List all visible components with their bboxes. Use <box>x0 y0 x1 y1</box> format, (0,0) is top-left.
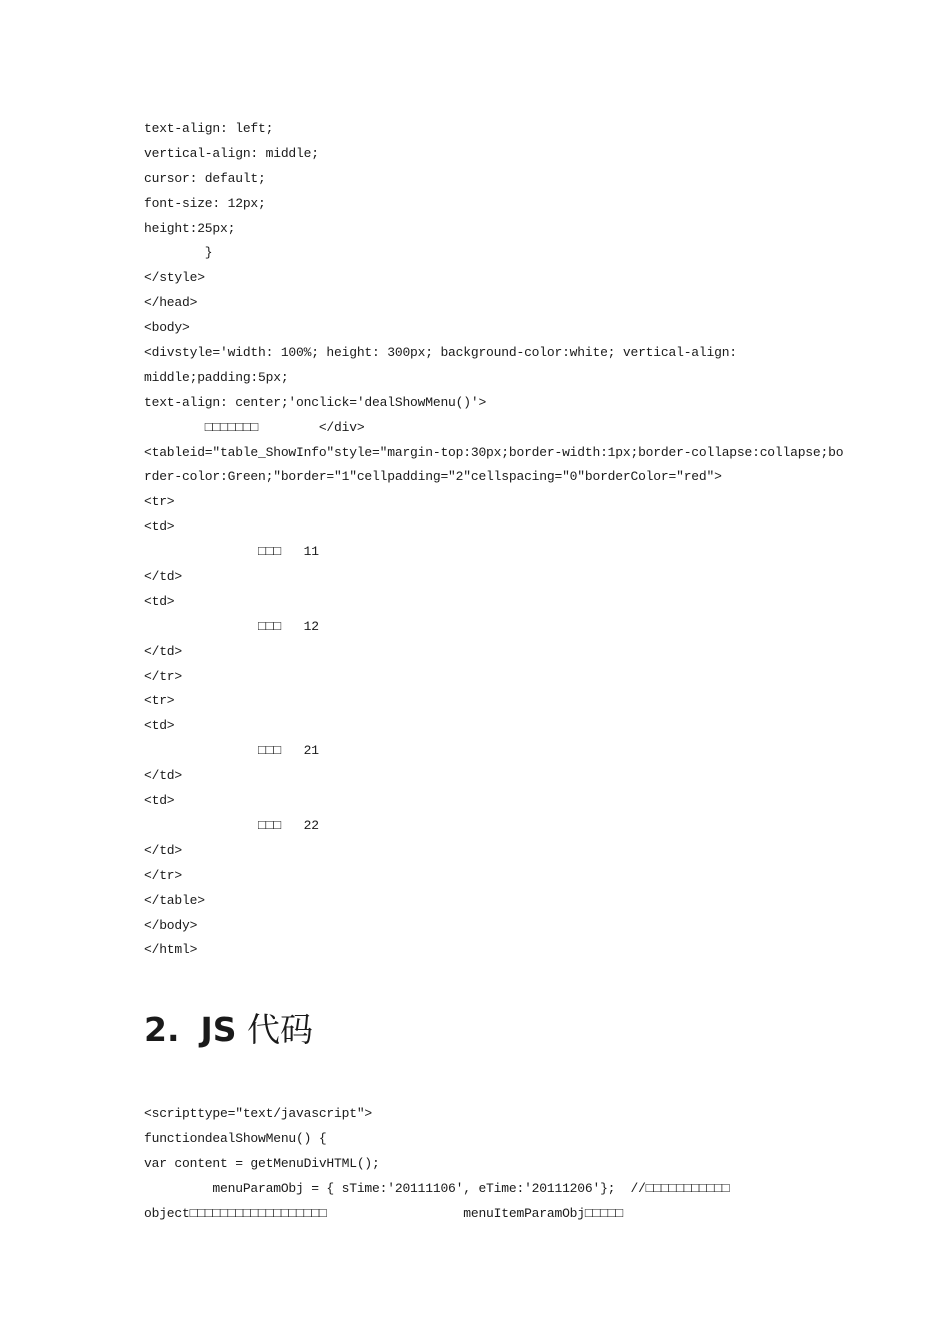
code-line: </td> <box>144 643 183 659</box>
code-line: </body> <box>144 917 198 933</box>
code-line: □□□ 22 <box>144 817 319 833</box>
code-line: var content = getMenuDivHTML(); <box>144 1155 380 1171</box>
code-line: rder-color:Green;"border="1"cellpadding="2"cellspacing="0"borderColor="red"> <box>144 469 722 485</box>
code-line: </tr> <box>144 668 183 684</box>
code-line: <td> <box>144 519 175 535</box>
code-line: menuParamObj = { sTime:'20111106', eTime:'20111206'}; //□□□□□□□□□□□ <box>144 1180 730 1196</box>
code-line: <tableid="table_ShowInfo"style="margin-top:30px;border-width:1px;border-collapse:collapse;bo <box>144 444 844 460</box>
code-line: text-align: left; <box>144 121 274 136</box>
heading-js: JS <box>200 1010 237 1049</box>
code-line: middle;padding:5px; <box>144 369 289 385</box>
code-line: object□□□□□□□□□□□□□□□□□□ menuItemParamObj□□□□□ <box>144 1205 623 1221</box>
code-line: □□□ 12 <box>144 618 319 634</box>
code-line: </td> <box>144 768 183 784</box>
code-line: cursor: default; <box>144 170 266 186</box>
code-line: </head> <box>144 295 198 311</box>
code-line: <td> <box>144 718 175 734</box>
code-line: <tr> <box>144 693 175 709</box>
code-line: <body> <box>144 320 190 336</box>
code-line: □□□ 21 <box>144 743 319 759</box>
code-line: height:25px; <box>144 220 236 236</box>
code-line: </tr> <box>144 867 183 883</box>
html-code-block <box>144 117 844 963</box>
code-line: <td> <box>144 793 175 809</box>
code-line: </td> <box>144 569 183 585</box>
heading-chinese: 代码 <box>247 1010 314 1049</box>
code-line: </html> <box>144 942 198 958</box>
code-line: </style> <box>144 270 205 286</box>
code-line: <td> <box>144 593 175 609</box>
code-line: <tr> <box>144 494 175 510</box>
code-line: □□□ 11 <box>144 544 319 560</box>
section-heading <box>144 1008 313 1052</box>
code-line: </td> <box>144 842 183 858</box>
code-line: vertical-align: middle; <box>144 145 319 161</box>
js-code-block <box>144 1102 824 1226</box>
code-line: font-size: 12px; <box>144 195 266 211</box>
code-line: } <box>144 245 213 261</box>
code-line: <divstyle='width: 100%; height: 300px; background-color:white; vertical-align: <box>144 345 737 361</box>
code-line: □□□□□□□ </div> <box>144 419 365 435</box>
code-line: </table> <box>144 892 205 908</box>
heading-number: 2. <box>144 1010 180 1049</box>
code-line: <scripttype="text/javascript"> <box>144 1106 373 1121</box>
code-line: functiondealShowMenu() { <box>144 1130 327 1146</box>
code-line: text-align: center;'onclick='dealShowMenu()'> <box>144 394 487 410</box>
